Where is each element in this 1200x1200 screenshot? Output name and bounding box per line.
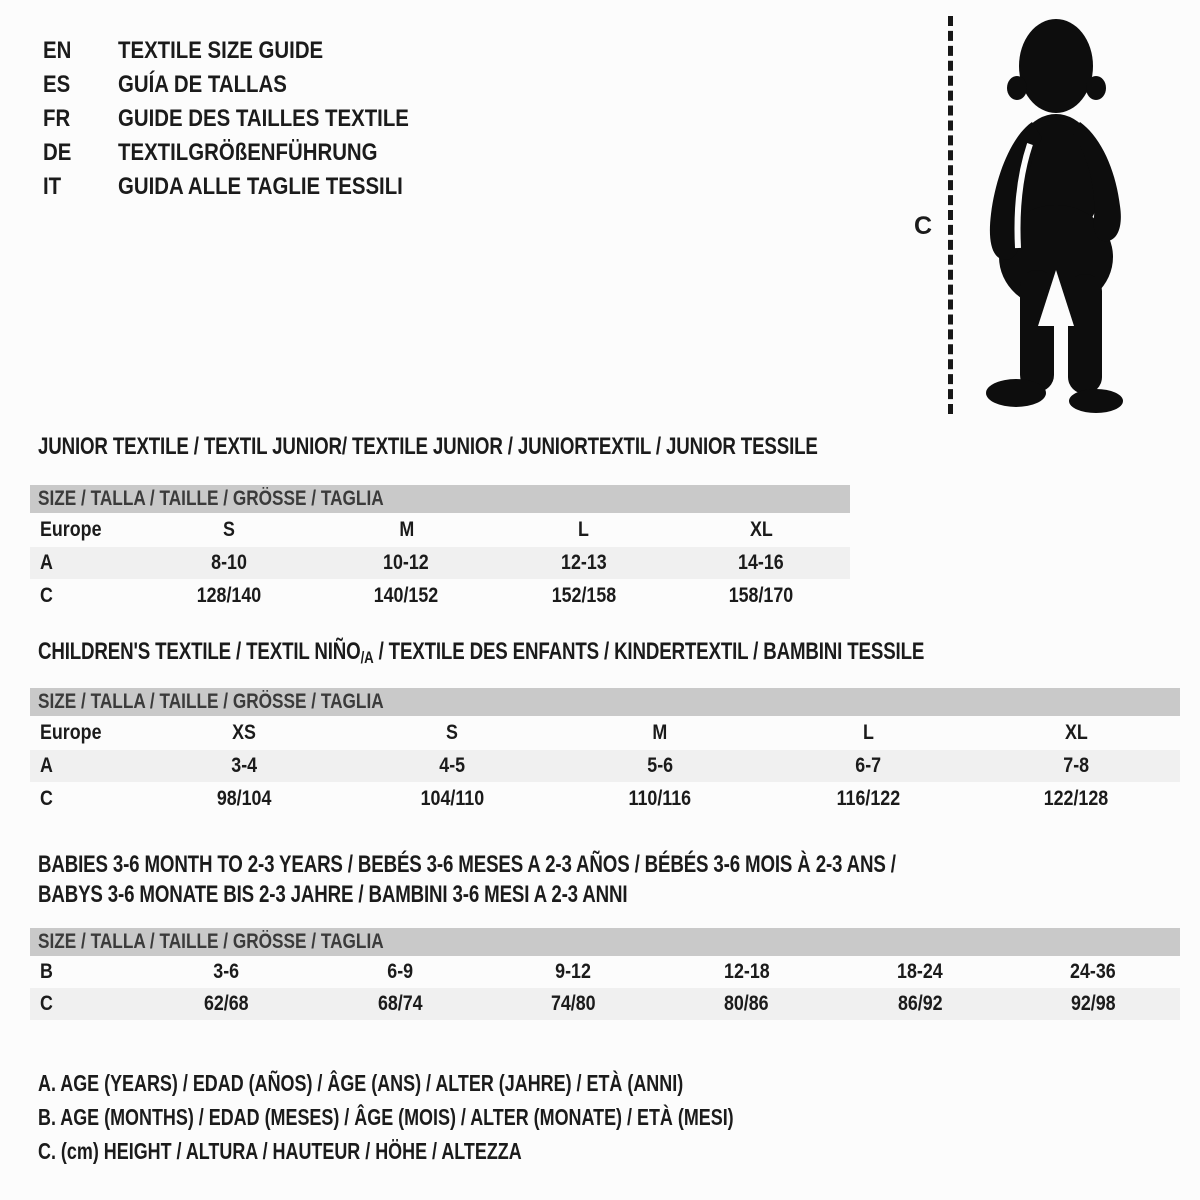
table-cell: 5-6	[647, 754, 673, 777]
lang-title: TEXTILGRÖßENFÜHRUNG	[118, 139, 378, 166]
table-row-age	[30, 547, 850, 579]
table-cell: 6-7	[855, 754, 881, 777]
table-cell: 104/110	[420, 787, 484, 810]
table-cell: 92/98	[1070, 992, 1116, 1015]
table-cell: 140/152	[373, 584, 439, 607]
table-cell: 152/158	[551, 584, 617, 607]
title-subscript: /A	[360, 648, 374, 667]
lang-code: EN	[43, 37, 72, 64]
measurement-legend	[38, 1066, 930, 1168]
table-cell: 12-13	[560, 551, 607, 574]
column-header: XS	[232, 721, 256, 744]
size-header-band: SIZE / TALLA / TAILLE / GRÖSSE / TAGLIA	[30, 485, 850, 513]
lang-code: DE	[43, 139, 72, 166]
table-cell: 110/116	[628, 787, 692, 810]
lang-code: FR	[43, 105, 71, 132]
junior-size-table	[30, 485, 850, 613]
table-cell: 116/122	[836, 787, 900, 810]
children-size-table	[30, 688, 1180, 816]
lang-code: ES	[43, 71, 71, 98]
row-label: A	[40, 551, 53, 574]
row-label: A	[40, 754, 53, 777]
table-cell: 122/128	[1043, 787, 1109, 810]
lang-row-de	[43, 136, 460, 170]
column-header: S	[222, 518, 235, 541]
table-row-height	[30, 782, 1180, 816]
table-cell: 12-18	[723, 960, 770, 983]
lang-title: GUIDE DES TAILLES TEXTILE	[118, 105, 409, 132]
column-header: Europe	[40, 721, 102, 744]
table-row-height	[30, 988, 1180, 1020]
size-header-band: SIZE / TALLA / TAILLE / GRÖSSE / TAGLIA	[30, 928, 1180, 956]
column-header: XL	[1064, 721, 1088, 744]
row-label: C	[40, 992, 53, 1015]
table-cell: 158/170	[728, 584, 794, 607]
table-cell: 86/92	[897, 992, 943, 1015]
column-header: S	[446, 721, 458, 744]
column-header: M	[652, 721, 668, 744]
table-cell: 68/74	[377, 992, 423, 1015]
table-row-age	[30, 750, 1180, 782]
height-measure-label: C	[914, 212, 933, 240]
table-cell: 3-6	[213, 960, 240, 983]
table-header-row	[30, 513, 850, 547]
lang-title: GUÍA DE TALLAS	[118, 71, 287, 98]
size-header-band: SIZE / TALLA / TAILLE / GRÖSSE / TAGLIA	[30, 688, 1180, 716]
lang-row-es	[43, 68, 460, 102]
column-header: M	[398, 518, 414, 541]
column-header: L	[862, 721, 874, 744]
height-measure-dashed-line	[948, 16, 953, 414]
table-cell: 9-12	[555, 960, 592, 983]
lang-title: TEXTILE SIZE GUIDE	[118, 37, 324, 64]
column-header: XL	[749, 518, 773, 541]
table-cell: 98/104	[216, 787, 272, 810]
junior-section-title: JUNIOR TEXTILE / TEXTIL JUNIOR/ TEXTILE JUNIOR / JUNIORTEXTIL / JUNIOR TESSILE	[38, 433, 818, 460]
table-cell: 3-4	[231, 754, 257, 777]
table-cell: 10-12	[383, 551, 430, 574]
row-label: C	[40, 787, 53, 810]
table-header-row	[30, 716, 1180, 750]
row-label: C	[40, 584, 53, 607]
table-cell: 6-9	[387, 960, 413, 983]
language-title-list	[43, 34, 460, 204]
table-cell: 74/80	[550, 992, 596, 1015]
row-label: B	[40, 960, 53, 983]
lang-row-fr	[43, 102, 460, 136]
lang-title: GUIDA ALLE TAGLIE TESSILI	[118, 173, 403, 200]
table-cell: 80/86	[724, 992, 769, 1015]
legend-line-a: A. AGE (YEARS) / EDAD (AÑOS) / ÂGE (ANS) / ALTER (JAHRE) / ETÀ (ANNI)	[38, 1069, 684, 1096]
legend-line-b: B. AGE (MONTHS) / EDAD (MESES) / ÂGE (MOIS) / ALTER (MONATE) / ETÀ (MESI)	[38, 1103, 734, 1130]
column-header: L	[578, 518, 590, 541]
babies-size-table	[30, 928, 1180, 1020]
table-cell: 8-10	[210, 551, 247, 574]
table-cell: 24-36	[1070, 960, 1117, 983]
legend-line-c: C. (cm) HEIGHT / ALTURA / HAUTEUR / HÖHE / ALTEZZA	[38, 1137, 522, 1164]
column-header: Europe	[40, 518, 102, 541]
toddler-silhouette-icon	[968, 12, 1138, 414]
lang-row-it	[43, 170, 460, 204]
children-section-title: CHILDREN'S TEXTILE / TEXTIL NIÑO/A / TEXTILE DES ENFANTS / KINDERTEXTIL / BAMBINI TESSILE	[38, 638, 925, 667]
table-row-height	[30, 579, 850, 613]
babies-section-title: BABIES 3-6 MONTH TO 2-3 YEARS / BEBÉS 3-6 MESES A 2-3 AÑOS / BÉBÉS 3-6 MOIS À 2-3 ANS / BABYS 3-6 MONATE BIS 2-3 JAHRE / BAMBINI 3-6 MESI A 2-3 ANNI	[38, 851, 896, 908]
table-cell: 18-24	[897, 960, 943, 983]
table-row-age-months	[30, 956, 1180, 988]
table-cell: 128/140	[196, 584, 262, 607]
lang-row-en	[43, 34, 460, 68]
table-cell: 62/68	[204, 992, 249, 1015]
table-cell: 7-8	[1063, 754, 1089, 777]
lang-code: IT	[43, 173, 62, 200]
table-cell: 4-5	[439, 754, 465, 777]
table-cell: 14-16	[738, 551, 785, 574]
